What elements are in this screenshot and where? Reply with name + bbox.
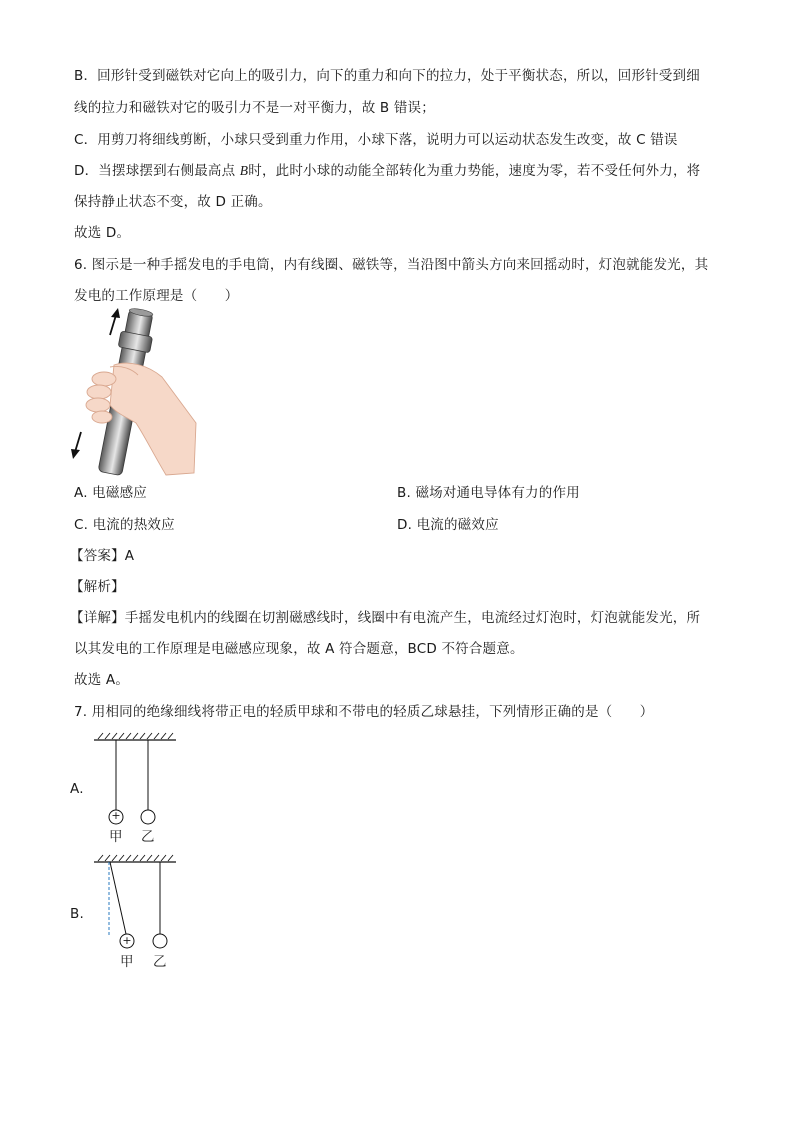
q6-stem-line1: 6. 图示是一种手摇发电的手电筒，内有线圈、磁铁等，当沿图中箭头方向来回摇动时，灯泡就能发光，其 <box>74 257 709 273</box>
q6-option-c: C. 电流的热效应 <box>74 517 175 533</box>
q6-option-d: D. 电流的磁效应 <box>397 517 499 533</box>
explanation-d-post: 时，此时小球的动能全部转化为重力势能，速度为零，若不受任何外力，将 <box>248 163 701 179</box>
q7-option-a-diagram <box>92 730 182 850</box>
explanation-d-line2: 保持静止状态不变，故 D 正确。 <box>74 194 272 210</box>
ball-jia-label: 甲 <box>109 829 123 845</box>
q6-stem-line2: 发电的工作原理是（ ） <box>74 288 239 304</box>
selection-d: 故选 D。 <box>74 225 131 241</box>
q7-option-b-diagram <box>92 852 182 972</box>
q7-option-b-label: B. <box>70 906 84 922</box>
explanation-b-line1: B．回形针受到磁铁对它向上的吸引力，向下的重力和向下的拉力，处于平衡状态，所以，回形针受到细 <box>74 68 700 84</box>
q6-analysis-heading: 【解析】 <box>70 579 125 595</box>
explanation-b-line2: 线的拉力和磁铁对它的吸引力不是一对平衡力，故 B 错误； <box>74 100 435 116</box>
q6-detail-line2: 以其发电的工作原理是电磁感应现象，故 A 符合题意，BCD 不符合题意。 <box>74 641 524 657</box>
q6-detail-line1: 【详解】手摇发电机内的线圈在切割磁感线时，线圈中有电流产生，电流经过灯泡时，灯泡就能发光，所 <box>70 610 701 626</box>
explanation-c: C．用剪刀将细线剪断，小球只受到重力作用，小球下落，说明力可以运动状态发生改变，故 C 错误 <box>74 132 678 148</box>
down-arrow-icon <box>71 432 81 459</box>
up-arrow-icon <box>110 308 120 335</box>
q7-stem: 7. 用相同的绝缘细线将带正电的轻质甲球和不带电的轻质乙球悬挂，下列情形正确的是（ ） <box>74 704 654 720</box>
q6-option-b: B. 磁场对通电导体有力的作用 <box>397 485 580 501</box>
q7-option-a-label: A. <box>70 781 84 797</box>
hand-flashlight-illustration <box>66 305 206 480</box>
explanation-d-line1 <box>74 163 700 179</box>
ball-jia-label-b: 甲 <box>120 954 134 970</box>
explanation-d-pre: D．当摆球摆到右侧最高点 <box>74 163 240 179</box>
q6-answer: 【答案】A <box>70 548 135 564</box>
ball-yi-label: 乙 <box>141 829 155 845</box>
q6-option-a: A. 电磁感应 <box>74 485 147 501</box>
ball-yi-label-b: 乙 <box>153 954 167 970</box>
plus-sign-icon: + <box>111 809 121 822</box>
q6-selection: 故选 A。 <box>74 672 130 688</box>
ball-yi <box>141 810 155 824</box>
point-b-variable: B <box>239 163 249 178</box>
ball-yi-b <box>153 934 167 948</box>
plus-sign-icon-b: + <box>122 934 132 947</box>
